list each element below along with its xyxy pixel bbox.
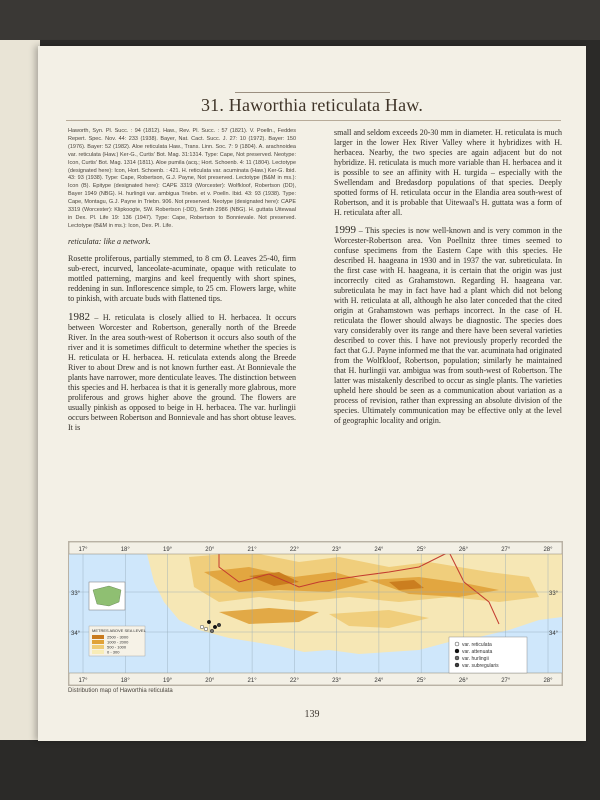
variety-legend-label: var. subregularis [462, 663, 499, 669]
longitude-label-bottom: 23° [332, 678, 342, 684]
paragraph-1999 [334, 225, 562, 426]
longitude-label-top: 25° [416, 547, 426, 553]
inset-south-africa [93, 586, 121, 606]
left-page-edge [0, 40, 40, 740]
distribution-map [68, 541, 563, 686]
elevation-band-label: 1000 - 2000 [107, 639, 129, 645]
variety-legend-marker [455, 663, 459, 667]
latitude-label-right: 33° [549, 591, 559, 597]
distribution-point [213, 625, 217, 629]
longitude-label-top: 24° [374, 547, 384, 553]
longitude-label-bottom: 20° [205, 678, 215, 684]
description-text: Rosette proliferous, partially stemmed, to 8 cm Ø. Leaves 25-40, firm sub-erect, incurved, lanceolate-acuminate, opaque with reticulate to mottled patterning, margins and keel frequently with short spines, reddening in sun. Inflorescence simple, to 25 cm. Flowers large, white to pinkish, with arcuate buds with flattened tips. [68, 253, 296, 303]
longitude-label-top: 26° [458, 547, 468, 553]
elevation-legend-title: METRES ABOVE SEA LEVEL [92, 628, 146, 633]
longitude-label-bottom: 22° [289, 678, 299, 684]
latitude-label-left: 33° [71, 591, 81, 597]
elevation-swatch [92, 635, 104, 639]
longitude-label-bottom: 25° [416, 678, 426, 684]
year-1999: 1999 [334, 224, 356, 236]
longitude-label-bottom: 21° [247, 678, 257, 684]
map-bottom-frame [69, 673, 562, 685]
latitude-label-right: 34° [549, 631, 559, 637]
variety-legend-marker [455, 642, 459, 646]
elevation-swatch [92, 645, 104, 649]
longitude-label-top: 22° [289, 547, 299, 553]
top-rule [235, 92, 390, 93]
paragraph-1999-text: – This species is now well-known and is very common in the Worcester-Robertson area. Von Poellnitz three times seemed to confuse specimens from the Eastern Cape with this species. He described H. haageana in 1930 and in 1937 the var. subreticulata. In the first case with H. haageana, it is certain that the origin was just incorrectly cited as Grahamstown. Regarding H. haageana var. subreticulata he may in fact have had a plant which did not belong with H. reticulata at all, although he also later conceded that the cited origin at Grahamstown was perhaps incorrect. In the case of H. reticulata the flower should always be diagnostic. The species does vary considerably over its range and there have been several varieties described to cover this. I have not previously properly recorded the fact that G.J. Payne informed me that the var. acuminata had originated from the Wolfkloof, Robertson, population; similarly he maintained that H. hurlingii var. ambigua was from south-west of Robertson. The latter was mistakenly described to occur as single plants. The varieties upheld here should be seen as a communication about variation as a process of revision, rather than expressing an absolute division of the species. Ultimately communication may be effective only at the level of geographic locality and origin. [334, 226, 562, 425]
page-title: 31. Haworthia reticulata Haw. [200, 95, 424, 115]
paragraph-1982 [68, 312, 296, 433]
elevation-band-label: 500 - 1000 [107, 644, 127, 650]
desk-background [0, 0, 600, 40]
longitude-label-top: 18° [120, 547, 130, 553]
distribution-point [204, 627, 208, 631]
right-column [334, 128, 562, 433]
year-1982: 1982 [68, 310, 90, 323]
map-top-frame [69, 542, 562, 554]
elevation-band-label: 2500 - 3000 [107, 634, 129, 640]
longitude-label-top: 28° [543, 547, 553, 553]
longitude-label-bottom: 17° [78, 678, 88, 684]
latitude-label-left: 34° [71, 631, 81, 637]
synonymy-text: Haworth, Syn. Pl. Succ. : 94 (1812). Haw., Rev. Pl. Succ. : 57 (1821). V. Poelln., Feddes Repert. Spec. Nov. 44: 233 (1938). Bayer, Nat. Cact. Succ. J. 27: 10 (1972). Bayer: 150 (1976). Bayer: 52 (1982). Aloe reticulata Haw., Trans. Linn. Soc. 7: 9 (1804). A. arachnoidea var. reticulata (Haw.) Ker-G., Curtis' Bot. Mag. 31:1314. Type: Cape, Not preserved. Neotype: Icon, Curtis' Bot. Mag. 1314 (1811). Aloe pumila (acq.; Hort. Schoenb. 4: 11 (1804). Lectotype (designated here): Icon, Hort. Schoenb. : 421. H. reticulata var. acuminata (Haw.) Ker-G. Ibid. 43: 93 (1938). Type: Cape, Robertson, G.J. Payne, Not preserved. Lectotype (B&M in ms.): Icon (B). Epitype (designated here): CAPE 3319 (Worcester): Wolfkloof, Robertson (DD), Bayer 1949 (NBG). H. hurlingii var. ambigua Triebn. et v. Poelln. Ibid. 43: 93 (1938). Type: Cape, Montagu, G.J. Payne in Triebn. 906. Not preserved. Neotype (designated here): CAPE 3319 (Worcester): Klipkoogte, SW. Robertson (-DD), Smith 2986 (NBG). H. guttata Uitewaal in Dex. Pl. Life 19: 136 (1947). Type: Cape, Robertson to Bonnievale. Not preserved. Lectotype (B&M in ms.): Icon, Dex. Pl. Life. [68, 128, 296, 229]
distribution-point [200, 625, 204, 629]
left-column [68, 128, 296, 440]
longitude-label-top: 19° [163, 547, 173, 553]
longitude-label-top: 23° [332, 547, 342, 553]
elevation-swatch [92, 650, 104, 654]
distribution-point [210, 629, 214, 633]
variety-legend-label: var. reticulata [462, 642, 492, 648]
longitude-label-top: 21° [247, 547, 257, 553]
distribution-point [217, 623, 221, 627]
longitude-label-top: 27° [501, 547, 511, 553]
longitude-label-bottom: 19° [163, 678, 173, 684]
page-number: 139 [304, 709, 320, 720]
longitude-label-bottom: 28° [543, 678, 553, 684]
longitude-label-bottom: 24° [374, 678, 384, 684]
etymology-text: reticulata: like a network. [68, 236, 151, 246]
longitude-label-top: 20° [205, 547, 215, 553]
book-page [38, 46, 586, 741]
longitude-label-bottom: 27° [501, 678, 511, 684]
variety-legend-marker [455, 649, 459, 653]
longitude-label-bottom: 26° [458, 678, 468, 684]
variety-legend-marker [455, 656, 459, 660]
elevation-band-label: 0 - 300 [107, 649, 120, 655]
variety-legend-label: var. hurlingii [462, 656, 489, 662]
paragraph-1982-text: – H. reticulata is closely allied to H. herbacea. It occurs between Worcester and Robertson, generally north of the Breede River. In the area south-west of Robertson it occurs also south of the river and it is sometimes difficult to determine whether the species is H. reticulata or H. herbacea. H. reticulata extends along the Breede River to about Drew and is not known further east. At Bonnievale the plants have narrower, more denticulate leaves. The distinction between this species and H. herbacea is that it is generally more glabrous, more proliferous and grows higher above the ground. The flowers are usually pinkish as opposed to beige in H. herbacea. The var. hurlingii occurs between Robertson and Bonnievale and has short obtuse leaves. It is [68, 312, 296, 432]
paragraph-continued: small and seldom exceeds 20-30 mm in diameter. H. reticulata is much larger in the lower Hex River Valley where it hybridizes with H. herbacea. Nearby, the two species are again adjacent but do not hybridize. H. reticulata is much more variable than H. herbacea and it is possible to see an affinity with H. turgida – especially with the Swellendam and Bredasdorp populations of that species. Deeply spotted forms of H. reticulata occur in the Elandia area south-west of Robertson, and it is probable that Uitewaal's H. guttata was a form of H. reticulata after all. [334, 128, 562, 217]
variety-legend-label: var. attenuata [462, 649, 493, 655]
distribution-point [207, 620, 211, 624]
elevation-swatch [92, 640, 104, 644]
longitude-label-top: 17° [78, 547, 88, 553]
map-svg [69, 542, 562, 685]
longitude-label-bottom: 18° [120, 678, 130, 684]
map-caption: Distribution map of Haworthia reticulata [68, 688, 173, 694]
title-underline [66, 120, 561, 121]
